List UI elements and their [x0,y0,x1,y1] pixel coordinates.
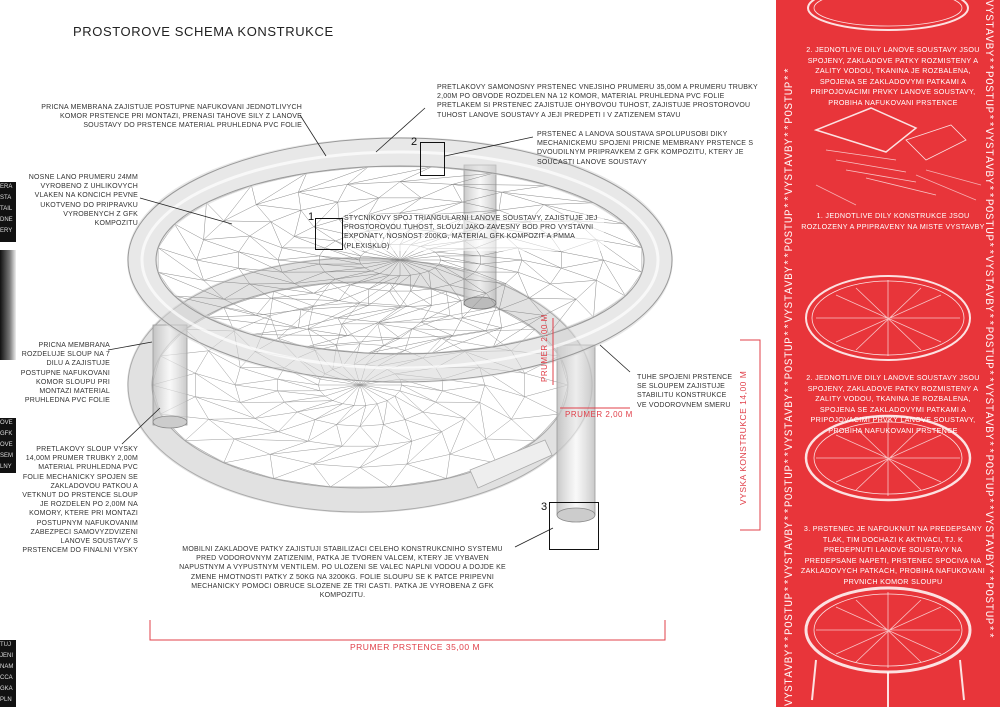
cable [400,322,421,338]
cable [195,397,240,403]
cable [294,210,301,236]
note-column: PRETLAKOVY SLOUP VYSKY 14,00M PRUMER TRUBKY 2,00M MATERIAL PRUHLEDNA PVC FOLIE MECHANICKY SPOJEN SE ZAKLADOVOU PATKOU A VETKNUT DO PRSTENCE SLOUP JE ROZDELEN PO 2,00M NA KOMORY, KTERE PRI MONTAZI POSTUPNYM NAFUKOVANIM ZABEZPECI SAMOVYZDVIZENI LANOVE SOUSTAVY S PRSTENCEM DO FINALNI VYSKY [22,446,138,555]
cable [209,418,255,419]
cable [318,385,320,391]
cable [439,260,440,264]
cable [271,222,282,248]
cable [195,351,208,374]
cable [379,322,400,338]
cable [330,467,360,487]
step-illustration-1 [816,108,981,205]
cable [282,237,294,248]
cable [450,454,496,463]
cable [315,420,337,425]
left-strip-text: GFK [0,431,13,437]
cable [369,289,390,291]
cable [522,260,561,268]
cable [390,464,407,487]
cable [450,316,486,331]
cable [270,291,274,315]
cable [158,248,204,281]
cable [453,328,502,336]
cable [485,385,525,397]
cable [271,293,314,298]
left-strip-text: NAM [0,664,14,670]
cable [294,227,313,237]
cable [395,396,405,420]
cable [204,236,250,240]
cable [400,202,462,213]
cable [256,205,271,222]
cable [301,202,338,210]
cable [175,224,197,260]
cable [486,419,512,439]
cable [485,385,512,419]
note-membrane-column: PRICNA MEMBRANA ROZDELUJE SLOUP NA 7 DILU A ZAJISTUJE POSTUPNE NAFUKOVANI KOMOR SLOUPU PRI MONTAZI MATERIAL PRUHLEDNA PVC FOLIE [20,342,110,405]
cable [195,373,235,385]
cable [278,306,313,338]
cable [550,284,576,299]
left-strip-text: LNY [0,464,12,470]
cable [594,280,597,317]
cable [360,425,383,427]
detail-box-3[interactable] [549,502,599,550]
left-strip-text: ERY [0,228,13,234]
cable [596,280,625,296]
cable [377,404,383,425]
vertical-band-right: VYSTAVBY**POSTUP**VYSTAVBY**POSTUP**VYSTAVBY**POSTUP**VYSTAVBY**POSTUP**VYSTAVBY**POSTUP** [982,0,994,640]
cable [250,236,278,260]
cable [368,336,452,354]
cable [360,385,400,391]
cable [366,404,377,406]
detail-number-3: 3 [541,501,548,513]
cable [271,210,301,222]
cable [313,446,378,464]
cable [480,402,486,439]
cable [298,192,301,210]
cable [387,396,395,400]
cable [347,182,400,185]
cable [256,298,271,315]
note-membrane-top: PRICNA MEMBRANA ZAJISTUJE POSTUPNE NAFUKOVANI JEDNOTLIVYCH KOMOR PRSTENCE PRI MONTAZI, PRENASI TAHOVE SILY Z LANOVE SOUSTAVY DO PRSTENCE MATERIAL PRUHLEDNA PVC FOLIE [41,104,302,130]
step-illustration-2 [806,276,970,360]
cable [347,336,400,339]
cable [442,418,465,431]
cable [274,464,314,479]
cable [529,284,550,298]
left-strip-text: TAIL [0,206,13,212]
cable [337,425,360,427]
cable [197,260,239,268]
cable [235,385,277,391]
cable [550,268,561,284]
cable [480,385,485,402]
cable [544,299,576,315]
cable [313,464,330,487]
dimension-height: VYSKA KONSTRUKCE 14,00 M [738,370,748,505]
cable [278,379,320,391]
column-front [557,345,595,515]
cable [195,397,255,419]
dimension-column-horizontal: PRUMER 2,00 M [565,410,633,419]
cable [390,283,407,306]
cable [361,252,365,256]
note-cables: NOSNE LANO PRUMERU 24MM VYROBENO Z UHLIKOVYCH VLAKEN NA KONCICH PEVNE UKOTVENO DO PRIPRAVKU VYROBENYCH Z GFK KOMPOZITU [28,174,138,228]
cable [407,432,442,464]
cable [442,391,479,403]
note-joint: STYCNIKOVY SPOJ TRIANGULARNI LANOVE SOUSTAVY, ZAJISTUJE JEJ PROSTOROVOU TUHOST, SLOUZI JAKO ZAVESNY BOD PRO VYSTAVNI EXPONATY, NOSNOST 200KG, MATERIAL GFK KOMPOZIT A PMMA (PLEXISKLO) [344,214,604,251]
cable [407,454,450,464]
cable [360,426,378,446]
cable [453,318,463,336]
construction-steps-panel [776,0,1000,707]
cable [525,397,560,414]
cable [436,391,443,402]
cable [544,203,594,205]
cable [360,467,390,487]
cable [405,412,423,420]
cable [395,396,423,412]
cable [240,391,277,403]
cable [480,402,512,419]
cable [235,368,240,385]
cable [234,432,278,439]
note-footing: MOBILNI ZAKLADOVE PATKY ZAJISTUJI STABILIZACI CELEHO KONSTRUKCNIHO SYSTEMU PRED VODOROVNYM ZATIZENIM, PATKA JE TVOREN VALCEM, KTERY JE VYBAVEN NAPUSTNYM A VYPUSTNYM VENTILEM. PO ULOZENI SE VALEC NAPLNI VODOU A DOJDE KE ZMENE HMOTNOSTI PATKY Z 50KG NA 3200KG. FOLIE SLOUPU SE K PATCE PRIPEVNI MECHANICKY POMOCI OBRUCE SLOZENE ZE TRI CASTI. PATKA JE VYROBENA Z GFK KOMPOZITU. [179,546,506,600]
cable [511,419,535,440]
cable [175,224,204,240]
left-strip-text: STA [0,195,12,201]
step-text-1: 1. JEDNOTLIVE DILY KONSTRUKCE JSOU ROZLOZENY A PPIPRAVENY NA MISTE VYSTAVBY [801,211,985,231]
cable [502,185,549,192]
cable [511,414,559,419]
cable [378,324,384,346]
cable [387,401,405,420]
cable [596,260,603,280]
step-text-0: 2. JEDNOTLIVE DILY LANOVE SOUSTAVY JSOU SPOJENY, ZAKLADOVE PATKY ROZMISTENY A ZALITY VODOU, TKANINA JE ROZBALENA, SPOJENA SE ZAKLADOVYMI PATKAMI A PRIPOJOVACIMI PRVKY LANOVE SOUSTAVY, PROBIHA NAFUKOVANI PRSTENCE [806,45,980,107]
cable [337,344,360,346]
cable [301,310,338,318]
cable [278,432,308,442]
detail-box-1[interactable] [315,218,343,250]
cable [197,260,204,280]
cable [442,385,484,391]
cable [224,205,256,221]
cable [412,329,486,331]
dimension-ring-diameter: PRUMER PRSTENCE 35,00 M [350,642,481,652]
cable [270,454,274,478]
cable [446,454,450,478]
cable [234,439,270,454]
cable [313,464,360,467]
cable [298,318,337,328]
cable [250,222,271,236]
cable [400,391,436,402]
cable [240,368,277,380]
cable [250,236,282,248]
detail-box-2[interactable] [420,142,445,176]
step-text-2: 2. JEDNOTLIVE DILY LANOVE SOUSTAVY JSOU SPOJENY, ZAKLADOVE PATKY ROZMISTENY A ZALITY VODOU, TKANINA JE ROZBALENA, SPOJENA SE ZAKLADOVYMI PATKAMI A PRIPOJOVACIMI PRVKY LANOVE SOUSTAVY, PROBIHA NAFUKOVANI PRSTENCE [806,373,980,435]
cable [197,240,204,260]
cable [400,182,453,185]
cable [342,303,360,324]
cable [337,425,343,447]
left-strip-text: JENI [0,653,14,659]
footing-left [153,416,187,428]
cable [435,252,439,256]
cable [239,252,278,260]
cable [400,182,421,198]
cable [379,182,400,198]
cable [506,272,518,283]
cable [297,412,315,420]
cable [158,272,204,280]
cable [350,285,368,289]
cable [206,203,223,221]
cable [209,419,235,439]
cable [195,397,208,420]
page-title: PROSTOROVE SCHEMA KONSTRUKCE [73,24,334,39]
cable [421,322,452,336]
cable [412,432,442,442]
cable [439,256,440,260]
cable [333,401,343,404]
cable [368,291,389,305]
cable [224,439,234,463]
cable [378,425,384,447]
cable [383,401,387,425]
cable [314,285,351,293]
cable [195,373,240,402]
cable [379,307,400,322]
cable [343,404,354,406]
cable [395,391,400,396]
step-text-3: 3. PRSTENEC JE NAFOUKNUT NA PREDEPSANY TLAK, TIM DOCHAZI K AKTIVACI, TJ. K PREDEPNUTI LANOVE SOUSTAVY NA PREDEPSANE NAPETI, PRSTENEC SPOCIVA NA ZAKLADOVYCH PATKACH, PROBIHA NAFUKOVANI PRVNICH KOMOR SLOUPU [800,524,986,586]
step-illustration-4 [806,588,970,707]
cable [298,192,337,202]
cable [561,260,603,268]
cable [240,402,255,418]
cable [298,184,347,192]
cable [235,379,277,385]
cable [442,432,450,455]
cable [325,396,333,400]
cable [314,293,339,300]
cable [465,402,480,418]
upper-cable-net [158,167,642,353]
cable [197,252,239,260]
cable [284,402,297,412]
cable [282,248,319,256]
cable [603,260,642,272]
cable [511,397,524,420]
cable [347,322,378,336]
left-strip-text: OVE [0,442,13,448]
cable [234,439,308,441]
cable [185,439,234,441]
cable [360,446,378,467]
cable [158,248,197,260]
cable [320,391,325,396]
cable [239,236,250,252]
detail-number-1: 1 [308,211,315,223]
note-ring-cable: PRSTENEC A LANOVA SOUSTAVA SPOLUPUSOBI DIKY MECHANICKEMU SPOJENI PRICNE MEMBRANY PRSTENCE S DVOUDILNYM PRIPRAVKEM Z GFK KOMPOZITU, KTERY JE SOUCASTI LANOVE SOUSTAVY [537,131,754,166]
vertical-band-left: VYSTAVBY**POSTUP**VYSTAVBY**POSTUP**VYSTAVBY**POSTUP**VYSTAVBY**POSTUP**VYSTAVBY**POSTUP** [784,66,796,706]
cable [307,338,400,347]
cable [603,260,625,296]
cable [550,280,596,284]
cable [347,184,378,198]
cable [320,385,360,391]
cable [502,192,544,204]
cable [368,305,400,307]
cable [338,184,348,202]
cable [421,184,452,198]
cable [576,299,593,317]
cable [486,439,496,463]
cable [251,185,256,204]
cable [298,310,301,328]
cable [342,306,407,324]
cable [256,310,301,316]
step-illustration-0 [808,0,968,30]
cable [338,202,339,219]
left-strip-text: OVE [0,420,13,426]
cable [338,318,348,336]
cable [407,441,412,464]
cable [347,167,368,185]
cable [360,344,383,346]
cable [421,198,462,202]
cable [499,192,502,210]
footing-back [464,297,496,309]
cable [423,412,465,418]
cable [518,260,522,272]
cable [224,454,270,463]
cable [411,289,432,291]
cable [400,198,421,213]
cable [185,419,209,440]
left-strip-text: DNE [0,217,13,223]
cable [360,464,407,467]
cable [251,335,347,336]
left-strip-text: SEM [0,453,14,459]
cable [486,439,535,441]
cable [278,256,319,260]
left-strip-text: ERA [0,184,13,190]
detail-number-2: 2 [411,136,418,148]
cable [256,205,301,211]
cable [360,404,377,426]
cable [204,221,224,240]
cable [561,268,596,280]
cable [377,401,387,404]
cable [318,379,320,385]
cable [206,315,256,317]
cable [379,305,432,322]
cable [423,402,436,412]
cable [561,252,603,260]
cable [278,391,285,402]
cable [308,441,342,446]
cable [224,221,271,222]
cable [453,184,463,202]
note-ring-top: PRETLAKOVY SAMONOSNY PRSTENEC VNEJSIHO PRUMERU 35,00M A PRUMERU TRUBKY 2,00M PO OBVODE ROZDELEN NA 12 KOMOR, MATERIAL PRUHLEDNA PVC FOLIE PRETLAKEM SI PRSTENEC ZAJISTUJE OHYBOVOU TUHOST, ZAJISTUJE PROSTOROVOU TUHOST LANOVE SOUSTAVY A JEJI PREDPETI I V ZATIZENEM STAVU [437,84,758,119]
dimension-column-vertical: PRUMER 2,00 M [540,314,549,382]
cable [256,192,298,204]
cable [378,324,412,329]
cable [313,283,330,306]
note-stiff-joint: TUHE SPOJENI PRSTENCE SE SLOUPEM ZAJISTUJE STABILITU KONSTRUKCE VE VODOROVNEM SMERU [637,374,733,409]
cable [270,454,313,464]
left-strip-text: TUJ [0,642,11,648]
cable [278,391,325,396]
cable [278,248,282,260]
cable [271,298,339,301]
cable [407,464,447,479]
left-strip-text: PLN [0,697,12,703]
cable [518,272,550,284]
cable [462,318,501,328]
cable [529,298,576,299]
cable [204,240,239,252]
cable [383,420,405,425]
cable [576,280,596,299]
cable [271,222,294,237]
cable [442,331,486,338]
cable [461,301,462,318]
cable [342,426,360,446]
left-strip-text: GKA [0,686,13,692]
cable [499,205,544,211]
cable [360,283,390,303]
cable [499,310,502,328]
cable [204,203,207,240]
cable [400,385,402,391]
left-strip-text: CCA [0,675,13,681]
cable [522,260,550,284]
cable [255,412,297,418]
cable [518,248,561,268]
cable [368,198,421,215]
cable [256,315,298,327]
